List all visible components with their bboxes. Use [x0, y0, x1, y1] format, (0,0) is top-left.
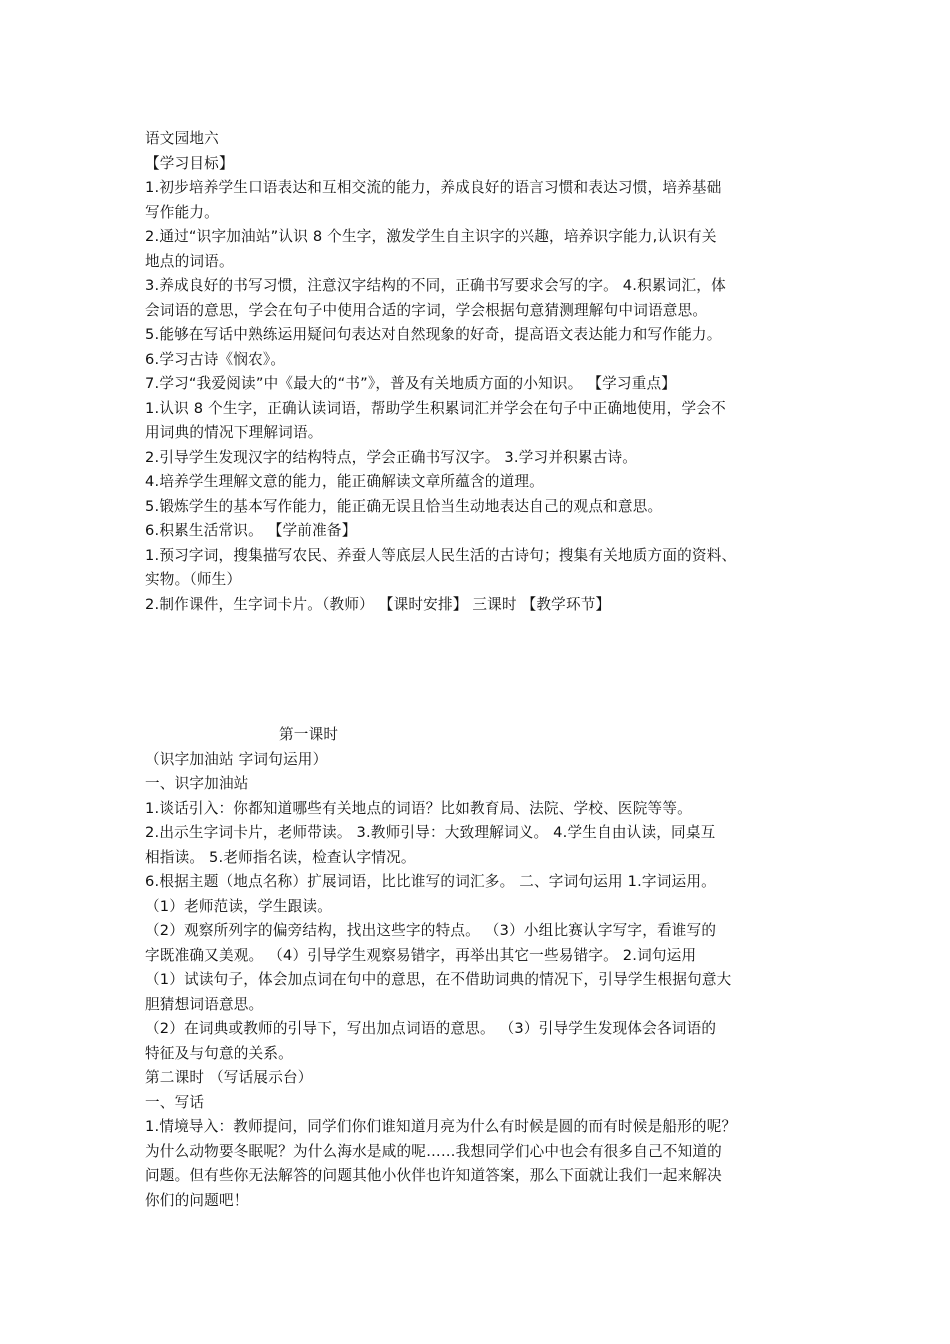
section-first-lesson — [145, 723, 815, 1213]
text-line: 相指读。 5.老师指名读，检查认字情况。 — [145, 848, 416, 866]
text-line: 字既准确又美观。 （4）引导学生观察易错字，再举出其它一些易错字。 2.词句运用 — [145, 946, 697, 964]
text-line: 2.引导学生发现汉字的结构特点，学会正确书写汉字。 3.学习并积累古诗。 — [145, 448, 638, 466]
text-line: （1）老师范读，学生跟读。 — [145, 897, 333, 915]
text-line: 地点的词语。 — [145, 252, 234, 270]
text-line: 用词典的情况下理解词语。 — [145, 424, 323, 441]
text-line: 胆猜想词语意思。 — [145, 995, 264, 1013]
text-line: 6.积累生活常识。 【学前准备】 — [145, 522, 357, 539]
text-line: 1.情境导入：教师提问，同学们你们谁知道月亮为什么有时候是圆的而有时候是船形的呢？ — [145, 1118, 737, 1135]
text-line: 1.认识 8 个生字，正确认读词语，帮助学生积累词汇并学会在句子中正确地使用，学会不 — [145, 399, 726, 417]
text-line: 6.学习古诗《悯农》。 — [145, 350, 286, 368]
document-title: 语文园地六 — [145, 130, 219, 147]
text-line: 问题。但有些你无法解答的问题其他小伙伴也许知道答案，那么下面就让我们一起来解决 — [145, 1167, 722, 1184]
text-line: 1.谈话引入：你都知道哪些有关地点的词语？比如教育局、法院、学校、医院等等。 — [145, 799, 692, 817]
text-line: 第二课时 （写话展示台） — [145, 1069, 313, 1086]
text-line: 5.锻炼学生的基本写作能力，能正确无误且恰当生动地表达自己的观点和意思。 — [145, 497, 663, 515]
section-learning-plan — [145, 127, 815, 617]
text-line: 特征及与句意的关系。 — [145, 1044, 293, 1062]
text-line: 2.制作课件，生字词卡片。（教师） 【课时安排】 三课时 【教学环节】 — [145, 595, 611, 613]
text-line: 实物。（师生） — [145, 571, 242, 588]
text-line: 4.培养学生理解文意的能力，能正确解读文章所蕴含的道理。 — [145, 473, 544, 490]
text-line: （识字加油站 字词句运用） — [145, 750, 328, 768]
heading-learning-goals: 【学习目标】 — [145, 154, 234, 172]
text-line: 7.学习“我爱阅读”中《最大的“书”》，普及有关地质方面的小知识。 【学习重点】 — [145, 375, 677, 392]
text-line: 1.初步培养学生口语表达和互相交流的能力，养成良好的语言习惯和表达习惯，培养基础 — [145, 179, 722, 196]
text-line: 2.通过“识字加油站”认识 8 个生字，激发学生自主识字的兴趣，培养识字能力,认识有关 — [145, 228, 717, 245]
text-line: 5.能够在写话中熟练运用疑问句表达对自然现象的好奇，提高语文表达能力和写作能力。 — [145, 326, 722, 343]
text-line: 会词语的意思，学会在句子中使用合适的字词，学会根据句意猜测理解句中词语意思。 — [145, 301, 708, 319]
text-line: 3.养成良好的书写习惯，注意汉字结构的不同，正确书写要求会写的字。 4.积累词汇，体 — [145, 277, 726, 294]
text-line: 1.预习字词，搜集描写农民、养蚕人等底层人民生活的古诗句；搜集有关地质方面的资料、 — [145, 546, 737, 564]
text-line: 为什么动物要冬眠呢？为什么海水是咸的呢……我想同学们心中也会有很多自己不知道的 — [145, 1142, 722, 1160]
lesson-title: 第一课时 — [279, 726, 339, 743]
text-line: 写作能力。 — [145, 203, 219, 221]
text-line: 你们的问题吧！ — [145, 1191, 249, 1209]
text-line: （2）在词典或教师的引导下，写出加点词语的意思。 （3）引导学生发现体会各词语的 — [145, 1020, 717, 1037]
text-line: 一、识字加油站 — [145, 775, 249, 792]
text-line: 6.根据主题（地点名称）扩展词语，比比谁写的词汇多。 二、字词句运用 1.字词运用。 — [145, 873, 716, 890]
text-line: 2.出示生字词卡片，老师带读。 3.教师引导：大致理解词义。 4.学生自由认读，同桌互 — [145, 824, 716, 841]
text-line: （2）观察所列字的偏旁结构，找出这些字的特点。 （3）小组比赛认字写字，看谁写的 — [145, 922, 717, 939]
text-line: （1）试读句子，体会加点词在句中的意思，在不借助词典的情况下，引导学生根据句意大 — [145, 971, 732, 988]
text-line: 一、写话 — [145, 1093, 205, 1111]
